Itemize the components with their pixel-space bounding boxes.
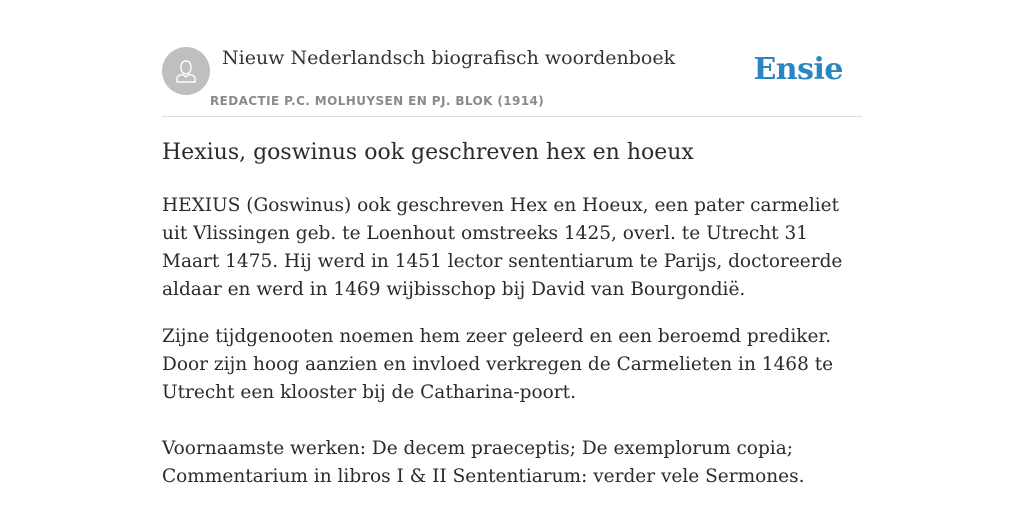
editors-line: REDACTIE P.C. MOLHUYSEN EN PJ. BLOK (1914) — [210, 94, 545, 108]
brand-logo[interactable]: Ensie — [753, 52, 843, 87]
article-paragraph: Zijne tijdgenooten noemen hem zeer geleerd en een beroemd prediker. Door zijn hoog aanzien en invloed verkregen de Carmelieten in 1468 te Utrecht een klooster bij de Catharina-poort. — [162, 326, 834, 403]
article-title: Hexius, goswinus ook geschreven hex en hoeux — [162, 140, 694, 165]
article-paragraph: HEXIUS (Goswinus) ook geschreven Hex en Hoeux, een pater carmeliet uit Vlissingen geb. te Loenhout omstreeks 1425, overl. te Utrecht 31 Maart 1475. Hij werd in 1451 lector sententiarum te Parijs, doctoreerde aldaar en werd in 1469 wijbisschop bij David van Bourgondië. — [162, 195, 843, 300]
book-title[interactable]: Nieuw Nederlandsch biografisch woordenboek — [222, 47, 676, 69]
article-paragraph: Voornaamste werken: De decem praeceptis; De exemplorum copia; Commentarium in libros I & II Sententiarum: verder vele Sermones. — [162, 438, 805, 487]
avatar[interactable] — [162, 47, 210, 95]
user-icon — [172, 57, 200, 85]
source-header — [162, 44, 862, 117]
